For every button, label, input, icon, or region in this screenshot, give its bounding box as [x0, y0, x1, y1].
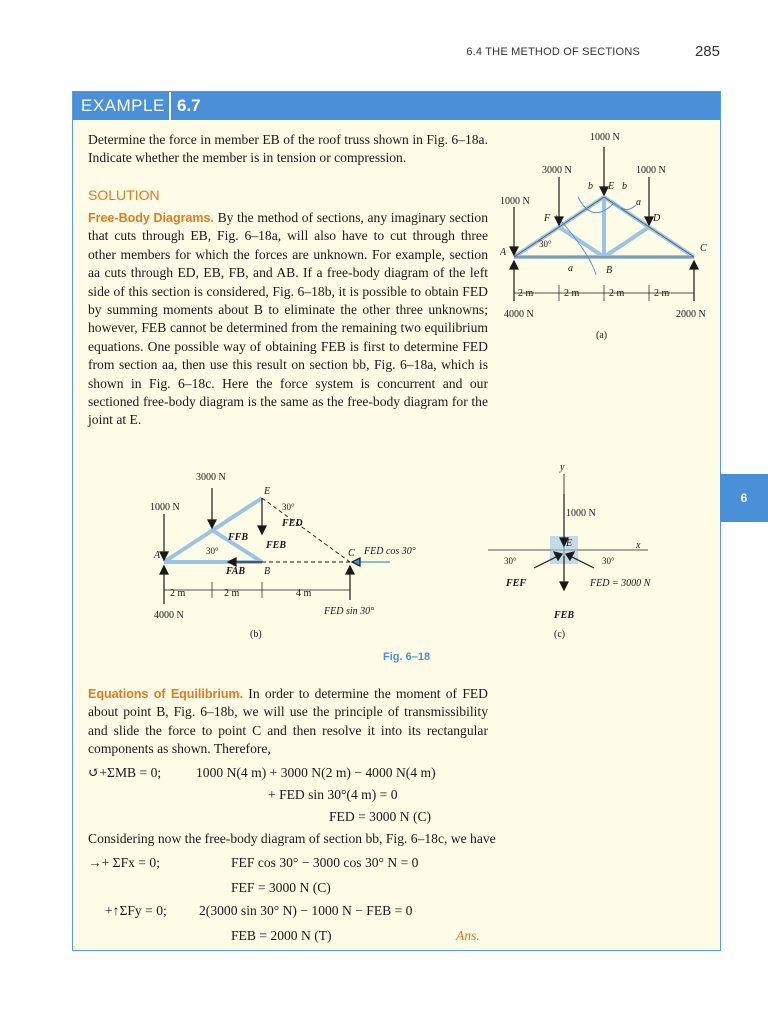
joint-force-feb: FEB [554, 610, 575, 621]
joint-force-fef: FEF [506, 578, 527, 589]
equilibrium-heading: Equations of Equilibrium. [88, 687, 244, 701]
answer-marker: Ans. [456, 928, 480, 943]
fbd-angle-top: 30° [282, 502, 295, 512]
equilibrium-paragraph [88, 685, 488, 759]
figure-b-caption: (b) [250, 629, 262, 640]
dim-label-3: 2 m [609, 288, 625, 299]
feb-result: FEB = 2000 N (T) [231, 928, 332, 943]
node-c: C [700, 243, 707, 254]
consider-text: Considering now the free-body diagram of section bb, Fig. 6–18c, we have [88, 831, 496, 846]
section-b-right: b [622, 181, 627, 192]
problem-statement: Determine the force in member EB of the roof truss shown in Fig. 6–18a. Indicate whether the member is in tension or compression. [88, 132, 488, 166]
sum-fy-lhs: +↑ΣFy = 0; [105, 903, 167, 918]
fbd-force-ffb: FFB [228, 532, 249, 543]
fbd-fed-sin: FED sin 30° [324, 606, 375, 617]
fbd-node-e: E [264, 486, 271, 497]
moment-eq-cont: + FED sin 30°(4 m) = 0 [268, 787, 398, 802]
node-d: D [653, 213, 661, 224]
fbd-angle-base: 30° [206, 546, 219, 556]
equilibrium-text: In order to determine the moment of FED about point B, Fig. 6–18b, we will use the principle of transmissibility and slide the force to point C and then resolve it into its rectangular components as shown. Therefore, [88, 686, 488, 757]
fbd-node-a: A [154, 550, 161, 561]
load-label-a: 1000 N [500, 196, 530, 207]
section-b-left: b [588, 181, 593, 192]
joint-angle-left: 30° [504, 556, 517, 566]
example-number: 6.7 [169, 92, 207, 120]
fbd-reaction: 4000 N [154, 610, 184, 621]
fbd-force-feb: FEB [266, 540, 287, 551]
fbd-node-b: B [264, 566, 271, 577]
fbd-dim-2: 2 m [224, 588, 240, 599]
fef-result: FEF = 3000 N (C) [231, 880, 331, 895]
fbd-text: By the method of sections, any imaginary section that cuts through EB, Fig. 6–18a, will also have to cut through three other members for which the forces are unknown. For example, section aa cuts through ED, EB, FB, and AB. If a free-body diagram of the left side of this section is considered, Fig. 6–18b, it is possible to obtain FED by summing moments about B to eliminate the other three unknowns; however, FEB cannot be determined from the remaining two equilibrium equations. One possible way of obtaining FEB is first to determine FED from section aa, then use this result on section bb, Fig. 6–18a, which is shown in Fig. 6–18c. Here the force system is concurrent and our sectioned free-body diagram is the same as the free-body diagram for the joint at E. [88, 210, 489, 428]
section-a-top: a [636, 197, 641, 208]
sum-fx-rhs: FEF cos 30° − 3000 cos 30° N = 0 [231, 855, 419, 870]
fbd-load-left: 1000 N [150, 502, 180, 513]
fbd-heading: Free-Body Diagrams. [88, 211, 214, 225]
joint-fbd-figure-c [488, 460, 656, 645]
joint-force-fed: FED = 3000 N [590, 578, 651, 589]
figure-a-caption: (a) [596, 330, 608, 341]
section-fbd-figure-b [150, 440, 440, 645]
page-number: 285 [694, 43, 720, 60]
section-title: 6.4 THE METHOD OF SECTIONS [466, 46, 640, 58]
axis-x-label: x [636, 540, 641, 551]
joint-angle-right: 30° [602, 556, 615, 566]
load-label-top: 1000 N [590, 132, 620, 143]
joint-load: 1000 N [566, 508, 596, 519]
dim-label-4: 2 m [654, 288, 670, 299]
fbd-fed-cos: FED cos 30° [364, 546, 416, 557]
fbd-node-c: C [348, 548, 355, 559]
fed-result: FED = 3000 N (C) [329, 809, 432, 824]
sum-fy-rhs: 2(3000 sin 30° N) − 1000 N − FEB = 0 [199, 903, 413, 918]
truss-figure-a [496, 125, 720, 345]
axis-y-label: y [560, 462, 565, 473]
figure-c-caption: (c) [554, 629, 566, 640]
example-label: EXAMPLE [81, 96, 165, 115]
angle-label: 30° [539, 239, 552, 249]
dim-label-1: 2 m [518, 288, 534, 299]
fbd-force-fed: FED [282, 518, 303, 529]
solution-heading: SOLUTION [88, 187, 160, 203]
moment-eq-lhs: ↺+ΣMB = 0; [88, 765, 162, 780]
running-head [0, 42, 768, 62]
figure-caption: Fig. 6–18 [383, 651, 431, 663]
fbd-paragraph [88, 209, 488, 430]
chapter-tab: 6 [720, 474, 768, 522]
load-label-f: 3000 N [542, 165, 572, 176]
load-label-d: 1000 N [636, 165, 666, 176]
section-a-bottom: a [568, 263, 573, 274]
node-f: F [544, 213, 551, 224]
fbd-dim-3: 4 m [296, 588, 312, 599]
node-b: B [606, 265, 613, 276]
fbd-force-fab: FAB [226, 566, 246, 577]
fbd-dim-1: 2 m [170, 588, 186, 599]
dim-label-2: 2 m [564, 288, 580, 299]
fbd-load-top: 3000 N [196, 472, 226, 483]
joint-node-e: E [566, 538, 573, 549]
reaction-right: 2000 N [676, 309, 706, 320]
moment-eq-rhs: 1000 N(4 m) + 3000 N(2 m) − 4000 N(4 m) [196, 765, 436, 780]
reaction-left: 4000 N [504, 309, 534, 320]
node-a: A [500, 247, 507, 258]
node-e: E [608, 181, 615, 192]
example-header [73, 92, 720, 120]
sum-fx-lhs: →+ ΣFx = 0; [88, 855, 160, 870]
